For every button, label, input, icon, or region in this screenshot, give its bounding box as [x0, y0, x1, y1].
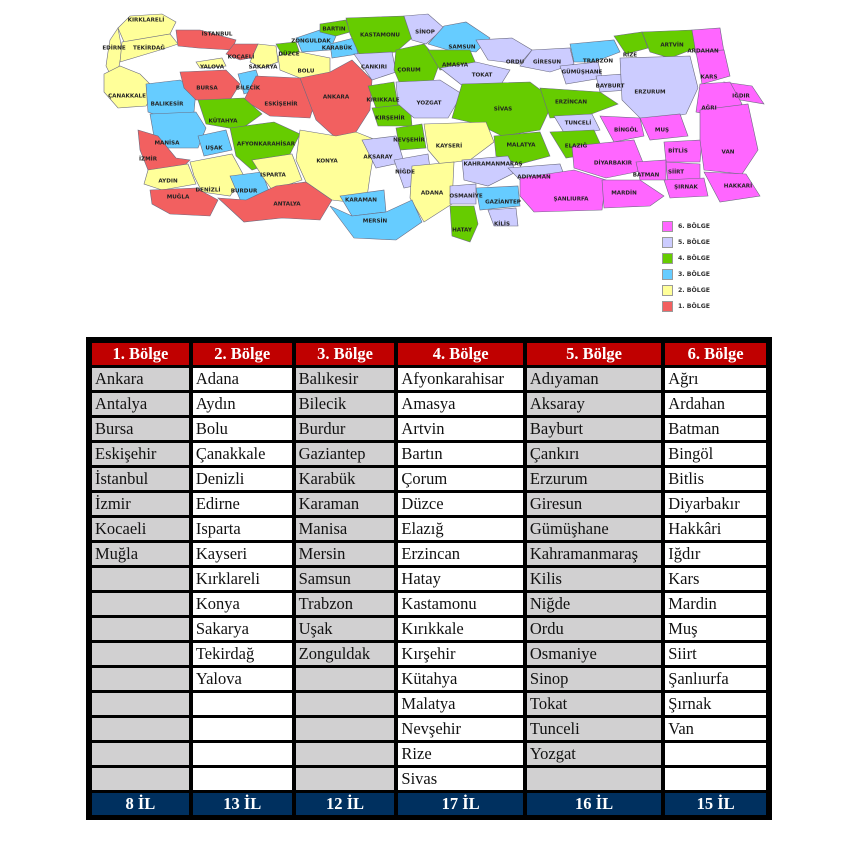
- province-cell: Kilis: [527, 568, 661, 590]
- label-erzincan: ERZİNCAN: [554, 99, 588, 106]
- province-cell: [193, 718, 292, 740]
- label-ardahan: ARDAHAN: [687, 48, 719, 55]
- province-cell: Gümüşhane: [527, 518, 661, 540]
- table-row: [90, 541, 768, 566]
- label-manisa: MANİSA: [154, 140, 180, 147]
- label-sirnak: ŞIRNAK: [674, 184, 698, 191]
- province-cell: Elazığ: [398, 518, 522, 540]
- legend-label-region-6: 6. BÖLGE: [678, 222, 711, 230]
- province-cell: Niğde: [527, 593, 661, 615]
- label-aydin: AYDIN: [158, 178, 178, 185]
- label-adiyaman: ADIYAMAN: [517, 174, 551, 181]
- province-cell: [527, 768, 661, 790]
- label-sanliurfa: ŞANLIURFA: [553, 196, 589, 203]
- province-cell: Mersin: [296, 543, 395, 565]
- legend-item-region-6: [662, 218, 752, 234]
- legend-item-region-2: [662, 282, 752, 298]
- table-row: [90, 491, 768, 516]
- label-sakarya: SAKARYA: [248, 64, 278, 71]
- province-cell: [193, 693, 292, 715]
- label-canakkale: ÇANAKKALE: [108, 93, 146, 100]
- map-legend: [662, 218, 752, 314]
- province-cell: Ankara: [92, 368, 189, 390]
- total-region-6: 15 İL: [665, 793, 766, 815]
- province-cell: Bolu: [193, 418, 292, 440]
- province-cell: Yozgat: [527, 743, 661, 765]
- total-region-1: 8 İL: [92, 793, 189, 815]
- label-bartin: BARTIN: [322, 26, 346, 33]
- province-cell: [92, 593, 189, 615]
- table-row: [90, 741, 768, 766]
- province-cell: [92, 718, 189, 740]
- province-cell: Muş: [665, 618, 766, 640]
- province-cell: Siirt: [665, 643, 766, 665]
- label-konya: KONYA: [316, 158, 338, 165]
- label-kahramanmaras: KAHRAMANMARAŞ: [463, 161, 523, 168]
- province-cell: Amasya: [398, 393, 522, 415]
- province-cell: Kütahya: [398, 668, 522, 690]
- legend-item-region-3: [662, 266, 752, 282]
- label-hakkari: HAKKARİ: [723, 183, 753, 190]
- legend-label-region-1: 1. BÖLGE: [678, 302, 711, 310]
- label-kocaeli: KOCAELİ: [227, 54, 255, 61]
- label-elazig: ELAZIĞ: [564, 143, 588, 150]
- table-header-row: [90, 341, 768, 366]
- label-adana: ADANA: [420, 190, 444, 197]
- label-malatya: MALATYA: [506, 142, 536, 149]
- label-rize: RİZE: [622, 52, 638, 59]
- province-cell: Denizli: [193, 468, 292, 490]
- province-cell: Çorum: [398, 468, 522, 490]
- province-cell: [296, 743, 395, 765]
- province-cell: Bilecik: [296, 393, 395, 415]
- province-cell: Bursa: [92, 418, 189, 440]
- turkey-region-map: [0, 0, 846, 330]
- province-cell: Burdur: [296, 418, 395, 440]
- province-cell: Bartın: [398, 443, 522, 465]
- province-cell: [296, 693, 395, 715]
- province-cell: Adıyaman: [527, 368, 661, 390]
- label-izmir: İZMİR: [138, 156, 158, 163]
- province-cell: Düzce: [398, 493, 522, 515]
- province-cell: Çanakkale: [193, 443, 292, 465]
- province-cell: Ağrı: [665, 368, 766, 390]
- province-cell: İzmir: [92, 493, 189, 515]
- province-cell: Gaziantep: [296, 443, 395, 465]
- header-region-6: 6. Bölge: [665, 343, 766, 365]
- province-cell: Kırklareli: [193, 568, 292, 590]
- table-row: [90, 641, 768, 666]
- table-row: [90, 616, 768, 641]
- table-row: [90, 716, 768, 741]
- label-antalya: ANTALYA: [273, 201, 301, 208]
- province-cell: Karabük: [296, 468, 395, 490]
- label-agri: AĞRI: [701, 105, 717, 112]
- province-van: [700, 104, 758, 174]
- province-cell: Şırnak: [665, 693, 766, 715]
- province-cell: [665, 768, 766, 790]
- province-cell: Kocaeli: [92, 518, 189, 540]
- label-mugla: MUĞLA: [166, 194, 190, 201]
- label-duzce: DÜZCE: [278, 51, 300, 58]
- label-giresun: GİRESUN: [532, 59, 562, 66]
- table-row: [90, 441, 768, 466]
- label-afyon: AFYONKARAHİSAR: [236, 141, 296, 148]
- table-row: [90, 466, 768, 491]
- label-karabuk: KARABÜK: [321, 45, 353, 52]
- province-cell: Sakarya: [193, 618, 292, 640]
- table-body: [90, 366, 768, 791]
- legend-swatch-region-3: [662, 269, 673, 280]
- province-cell: Kars: [665, 568, 766, 590]
- province-cell: [92, 643, 189, 665]
- label-samsun: SAMSUN: [448, 44, 476, 51]
- label-siirt: SİİRT: [667, 169, 685, 176]
- province-cell: Artvin: [398, 418, 522, 440]
- table-footer-row: [90, 791, 768, 816]
- header-region-2: 2. Bölge: [193, 343, 292, 365]
- label-sinop: SİNOP: [415, 29, 435, 36]
- label-gumushane: GÜMÜŞHANE: [561, 69, 603, 76]
- legend-item-region-1: [662, 298, 752, 314]
- label-denizli: DENİZLİ: [195, 187, 221, 194]
- province-cell: Osmaniye: [527, 643, 661, 665]
- province-cell: [193, 743, 292, 765]
- header-region-3: 3. Bölge: [296, 343, 395, 365]
- province-cell: Sivas: [398, 768, 522, 790]
- province-cell: Ardahan: [665, 393, 766, 415]
- total-region-2: 13 İL: [193, 793, 292, 815]
- table-row: [90, 366, 768, 391]
- province-cell: [296, 768, 395, 790]
- province-cell: Kastamonu: [398, 593, 522, 615]
- province-cell: Manisa: [296, 518, 395, 540]
- province-cell: Zonguldak: [296, 643, 395, 665]
- province-cell: Tokat: [527, 693, 661, 715]
- province-cell: [92, 743, 189, 765]
- label-bolu: BOLU: [297, 68, 315, 75]
- province-cell: Iğdır: [665, 543, 766, 565]
- label-erzurum: ERZURUM: [634, 89, 666, 96]
- table-row: [90, 766, 768, 791]
- label-sivas: SİVAS: [493, 106, 513, 113]
- province-cell: Mardin: [665, 593, 766, 615]
- label-yozgat: YOZGAT: [416, 100, 442, 107]
- label-kirikkale: KIRIKKALE: [366, 97, 400, 104]
- province-cell: [193, 768, 292, 790]
- label-usak: UŞAK: [205, 145, 223, 152]
- legend-swatch-region-4: [662, 253, 673, 264]
- province-cell: Hatay: [398, 568, 522, 590]
- province-cell: Bitlis: [665, 468, 766, 490]
- province-cell: Konya: [193, 593, 292, 615]
- table-row: [90, 516, 768, 541]
- province-hatay: [450, 206, 478, 242]
- legend-item-region-5: [662, 234, 752, 250]
- label-kirklareli: KIRKLARELİ: [127, 17, 165, 24]
- label-kilis: KİLİS: [493, 221, 511, 228]
- label-kayseri: KAYSERİ: [435, 143, 463, 150]
- total-region-4: 17 İL: [398, 793, 522, 815]
- legend-swatch-region-6: [662, 221, 673, 232]
- province-cell: Yalova: [193, 668, 292, 690]
- label-karaman: KARAMAN: [345, 197, 377, 204]
- province-cell: Karaman: [296, 493, 395, 515]
- label-kirsehir: KIRŞEHİR: [375, 115, 405, 122]
- label-hatay: HATAY: [452, 227, 472, 234]
- label-kastamonu: KASTAMONU: [360, 32, 400, 39]
- label-trabzon: TRABZON: [582, 58, 614, 65]
- label-batman: BATMAN: [632, 172, 660, 179]
- table-row: [90, 391, 768, 416]
- label-nevsehir: NEVŞEHİR: [393, 137, 425, 144]
- province-cell: Van: [665, 718, 766, 740]
- label-edirne: EDİRNE: [102, 45, 126, 52]
- province-cell: Ordu: [527, 618, 661, 640]
- province-cell: Tekirdağ: [193, 643, 292, 665]
- label-bursa: BURSA: [196, 85, 218, 92]
- province-cell: Kayseri: [193, 543, 292, 565]
- province-cell: Kırşehir: [398, 643, 522, 665]
- label-burdur: BURDUR: [230, 188, 258, 195]
- table-row: [90, 591, 768, 616]
- province-cell: Malatya: [398, 693, 522, 715]
- province-cell: Eskişehir: [92, 443, 189, 465]
- province-cell: Erzurum: [527, 468, 661, 490]
- province-cell: [665, 743, 766, 765]
- label-mus: MUŞ: [654, 127, 670, 134]
- label-cankiri: ÇANKIRI: [361, 64, 387, 71]
- legend-swatch-region-5: [662, 237, 673, 248]
- province-cell: [296, 668, 395, 690]
- legend-swatch-region-1: [662, 301, 673, 312]
- label-balikesir: BALIKESİR: [150, 101, 184, 108]
- province-cell: Bayburt: [527, 418, 661, 440]
- label-corum: ÇORUM: [397, 67, 421, 74]
- province-cell: [296, 718, 395, 740]
- province-cell: Sinop: [527, 668, 661, 690]
- province-cell: Erzincan: [398, 543, 522, 565]
- label-artvin: ARTVİN: [660, 42, 684, 49]
- label-yalova: YALOVA: [199, 64, 225, 71]
- label-tekirdag: TEKİRDAĞ: [133, 45, 165, 52]
- province-cell: Isparta: [193, 518, 292, 540]
- province-cell: Antalya: [92, 393, 189, 415]
- province-cell: Diyarbakır: [665, 493, 766, 515]
- header-region-4: 4. Bölge: [398, 343, 522, 365]
- province-cell: Balıkesir: [296, 368, 395, 390]
- legend-item-region-4: [662, 250, 752, 266]
- province-cell: [92, 668, 189, 690]
- province-cell: İstanbul: [92, 468, 189, 490]
- label-zonguldak: ZONGULDAK: [291, 38, 331, 45]
- table-row: [90, 566, 768, 591]
- label-bitlis: BİTLİS: [668, 148, 688, 155]
- province-cell: Hakkâri: [665, 518, 766, 540]
- province-cell: Muğla: [92, 543, 189, 565]
- legend-label-region-5: 5. BÖLGE: [678, 238, 711, 246]
- label-istanbul: İSTANBUL: [201, 31, 233, 38]
- label-isparta: ISPARTA: [260, 172, 286, 179]
- label-diyarbakir: DİYARBAKIR: [593, 160, 633, 167]
- label-bayburt: BAYBURT: [595, 83, 625, 90]
- province-cell: Aydın: [193, 393, 292, 415]
- label-mersin: MERSİN: [362, 218, 388, 225]
- label-aksaray: AKSARAY: [363, 154, 393, 161]
- label-ankara: ANKARA: [322, 94, 350, 101]
- header-region-1: 1. Bölge: [92, 343, 189, 365]
- legend-label-region-2: 2. BÖLGE: [678, 286, 711, 294]
- province-cell: Kahramanmaraş: [527, 543, 661, 565]
- province-cell: Tunceli: [527, 718, 661, 740]
- province-kirikkale: [368, 82, 398, 108]
- legend-label-region-3: 3. BÖLGE: [678, 270, 711, 278]
- label-ordu: ORDU: [505, 59, 525, 66]
- province-cell: Adana: [193, 368, 292, 390]
- label-gaziantep: GAZİANTEP: [485, 199, 521, 206]
- province-cell: [92, 618, 189, 640]
- label-igdir: IĞDIR: [732, 93, 750, 100]
- table-row: [90, 666, 768, 691]
- province-cell: Batman: [665, 418, 766, 440]
- label-nigde: NİĞDE: [395, 169, 415, 176]
- province-cell: Kırıkkale: [398, 618, 522, 640]
- province-cell: [92, 568, 189, 590]
- label-mardin: MARDİN: [611, 190, 637, 197]
- header-region-5: 5. Bölge: [527, 343, 661, 365]
- label-kars: KARS: [700, 74, 718, 81]
- label-amasya: AMASYA: [441, 62, 469, 69]
- table-row: [90, 691, 768, 716]
- label-van: VAN: [721, 149, 735, 156]
- label-bingol: BİNGÖL: [614, 127, 638, 134]
- legend-label-region-4: 4. BÖLGE: [678, 254, 711, 262]
- label-bilecik: BİLECİK: [235, 85, 261, 92]
- province-cell: Rize: [398, 743, 522, 765]
- label-osmaniye: OSMANİYE: [449, 193, 483, 200]
- province-kahramanmaras: [462, 156, 516, 186]
- province-cell: Uşak: [296, 618, 395, 640]
- total-region-3: 12 İL: [296, 793, 395, 815]
- table-row: [90, 416, 768, 441]
- label-eskisehir: ESKİŞEHİR: [264, 101, 298, 108]
- province-cell: Giresun: [527, 493, 661, 515]
- province-cell: [92, 768, 189, 790]
- province-cell: Aksaray: [527, 393, 661, 415]
- province-cell: Edirne: [193, 493, 292, 515]
- legend-swatch-region-2: [662, 285, 673, 296]
- province-cell: Samsun: [296, 568, 395, 590]
- label-tokat: TOKAT: [471, 72, 493, 79]
- province-cell: Bingöl: [665, 443, 766, 465]
- province-cell: [92, 693, 189, 715]
- province-cell: Trabzon: [296, 593, 395, 615]
- label-tunceli: TUNCELİ: [564, 120, 592, 127]
- province-cell: Çankırı: [527, 443, 661, 465]
- region-province-table: [86, 337, 772, 820]
- label-kutahya: KÜTAHYA: [208, 118, 238, 125]
- province-cell: Afyonkarahisar: [398, 368, 522, 390]
- province-cell: Nevşehir: [398, 718, 522, 740]
- total-region-5: 16 İL: [527, 793, 661, 815]
- province-cell: Şanlıurfa: [665, 668, 766, 690]
